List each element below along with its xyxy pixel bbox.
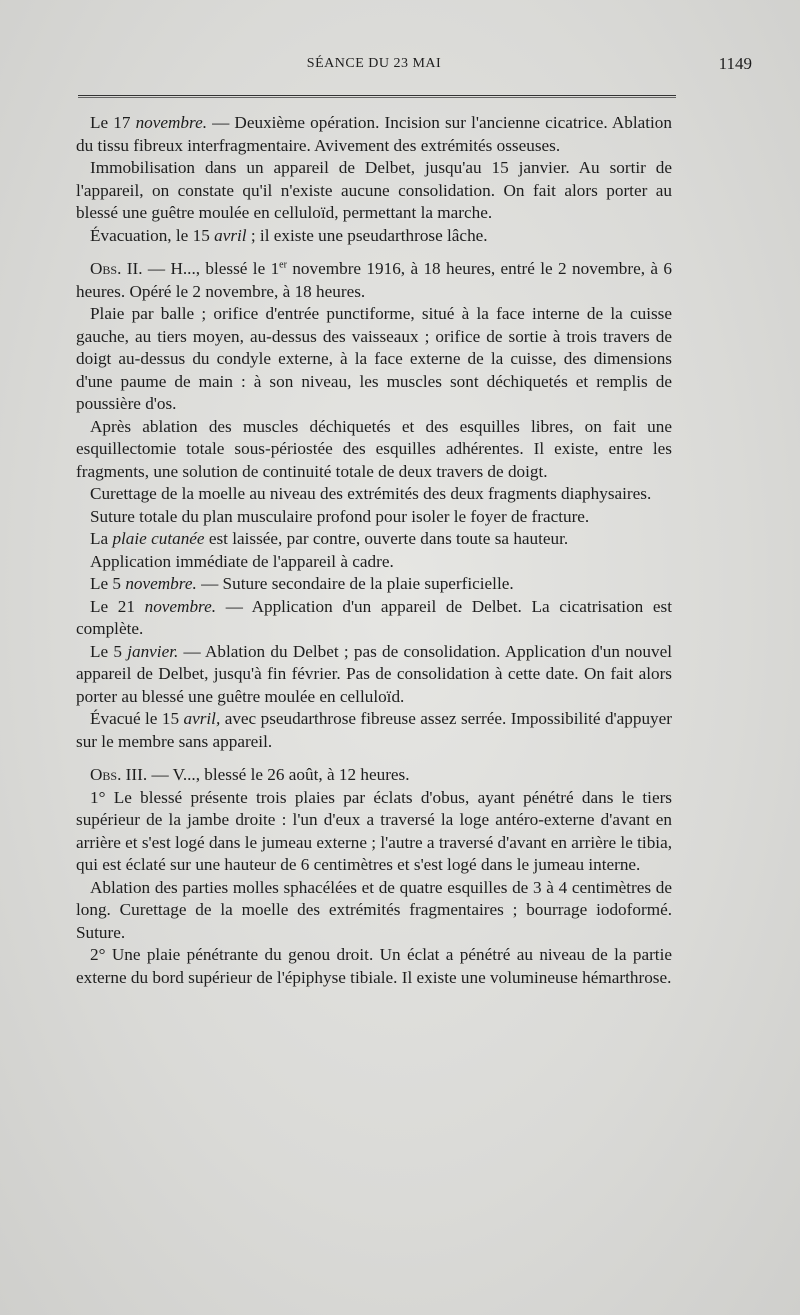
text-span: — Deuxième opération. Incision sur l'ancienne cicatrice. Ablation du tissu fibreux interfragmentaire. Avivement des extrémités osseuses.	[76, 113, 672, 155]
text-span: Le 21	[90, 596, 145, 616]
text-span: Évacuation, le 15	[90, 225, 215, 245]
observation-heading-paragraph	[76, 258, 672, 303]
text-span: — Ablation du Delbet ; pas de consolidation. Application d'un nouvel appareil de Delbet, jusqu'à fin février. Pas de consolidation à cette date. On fait alors porter au blessé une guêtre moulée en celluloïd.	[76, 641, 672, 706]
paragraph	[76, 528, 672, 551]
body-text	[76, 112, 672, 989]
text-span: — Suture secondaire de la plaie superficielle.	[196, 574, 514, 593]
observation-label: Obs. III.	[90, 765, 148, 784]
text-span: Immobilisation dans un appareil de Delbet, jusqu'au 15 janvier. Au sortir de l'appareil, on constate qu'il n'existe aucune consolidation. On fait alors porter au blessé une guêtre moulée en celluloïd, permettant la marche.	[76, 158, 672, 222]
paragraph	[76, 506, 672, 529]
paragraph	[76, 157, 672, 225]
text-span: Après ablation des muscles déchiquetés et des esquilles libres, on fait une esquillectomie totale sous-périostée des esquilles adhérentes. Il existe, entre les fragments, une solution de continuité totale de deux travers de doigt.	[76, 416, 672, 481]
paragraph	[76, 944, 672, 989]
italic-text: janvier.	[127, 641, 179, 661]
header-title: SÉANCE DU 23 MAI	[306, 56, 442, 71]
paragraph	[76, 641, 672, 709]
text-span: 1° Le blessé présente trois plaies par éclats d'obus, ayant pénétré dans le tiers supérieur de la jambe droite : l'un d'eux a traversé la loge antéro-externe d'avant en arrière et s'est logé dans le jumeau externe ; l'autre a traversé d'avant en arrière le tibia, qui est éclaté sur une hauteur de 6 centimètres et s'est logé dans le jumeau interne.	[76, 787, 672, 874]
text-span: Évacué le 15	[90, 709, 184, 728]
text-span: — H..., blessé le 1	[142, 259, 280, 278]
paragraph	[76, 225, 672, 248]
text-span: Le 5	[90, 574, 126, 593]
italic-text: plaie cutanée	[112, 529, 205, 548]
italic-text: avril	[214, 225, 247, 245]
text-span: La	[90, 529, 113, 548]
text-span: — V..., blessé le 26 août, à 12 heures.	[147, 765, 410, 784]
italic-text: novembre.	[135, 113, 207, 132]
running-header	[76, 54, 752, 76]
text-span: Application immédiate de l'appareil à cadre.	[90, 551, 394, 571]
text-span: Plaie par balle ; orifice d'entrée punctiforme, situé à la face interne de la cuisse gauche, au tiers moyen, au-dessus des vaisseaux ; orifice de sortie à trois travers de doigt au-dessus du condyle externe, à la face externe de la cuisse, des dimensions d'une paume de main : à son niveau, les muscles sont déchiquetés et remplis de poussière d'os.	[76, 304, 672, 413]
paragraph	[76, 112, 672, 157]
text-span: est laissée, par contre, ouverte dans toute sa hauteur.	[204, 529, 569, 548]
paragraph	[76, 483, 672, 506]
page-number: 1149	[718, 54, 752, 73]
italic-text: novembre.	[125, 574, 197, 593]
text-span: avec pseudarthrose fibreuse assez serrée. Impossibilité d'appuyer sur le membre sans appareil.	[76, 709, 672, 751]
text-span: Ablation des parties molles sphacélées et de quatre esquilles de 3 à 4 centimètres de long. Curettage de la moelle des extrémités fragmentaires ; bourrage iodoformé. Suture.	[76, 877, 672, 942]
text-span: Curettage de la moelle au niveau des extrémités des deux fragments diaphysaires.	[90, 484, 652, 503]
italic-text: novembre.	[144, 596, 217, 616]
text-span: Le 17	[90, 113, 136, 132]
paragraph	[76, 303, 672, 416]
paragraph	[76, 708, 672, 753]
paragraph	[76, 596, 672, 641]
paragraph	[76, 573, 672, 596]
text-span: — Application d'un appareil de Delbet. La cicatrisation est complète.	[76, 596, 672, 638]
text-span: Le 5	[90, 641, 128, 661]
text-span: ; il existe une pseudarthrose lâche.	[246, 225, 488, 245]
paragraph	[76, 787, 672, 877]
observation-heading-paragraph	[76, 764, 672, 787]
italic-text: avril,	[183, 709, 221, 728]
paragraph	[76, 877, 672, 945]
paragraph	[76, 416, 672, 484]
text-span: Suture totale du plan musculaire profond pour isoler le foyer de fracture.	[90, 506, 590, 526]
paragraph	[76, 551, 672, 574]
text-span: 2° Une plaie pénétrante du genou droit. Un éclat a pénétré au niveau de la partie externe du bord supérieur de l'épiphyse tibiale. Il existe une volumineuse hémarthrose.	[76, 945, 672, 987]
superscript-text: er	[279, 259, 287, 271]
text-span: novembre 1916, à 18 heures, entré le 2 novembre, à 6 heures. Opéré le 2 novembre, à 18 heures.	[76, 259, 672, 301]
header-rule	[78, 95, 676, 98]
observation-label: Obs. II.	[90, 259, 143, 278]
